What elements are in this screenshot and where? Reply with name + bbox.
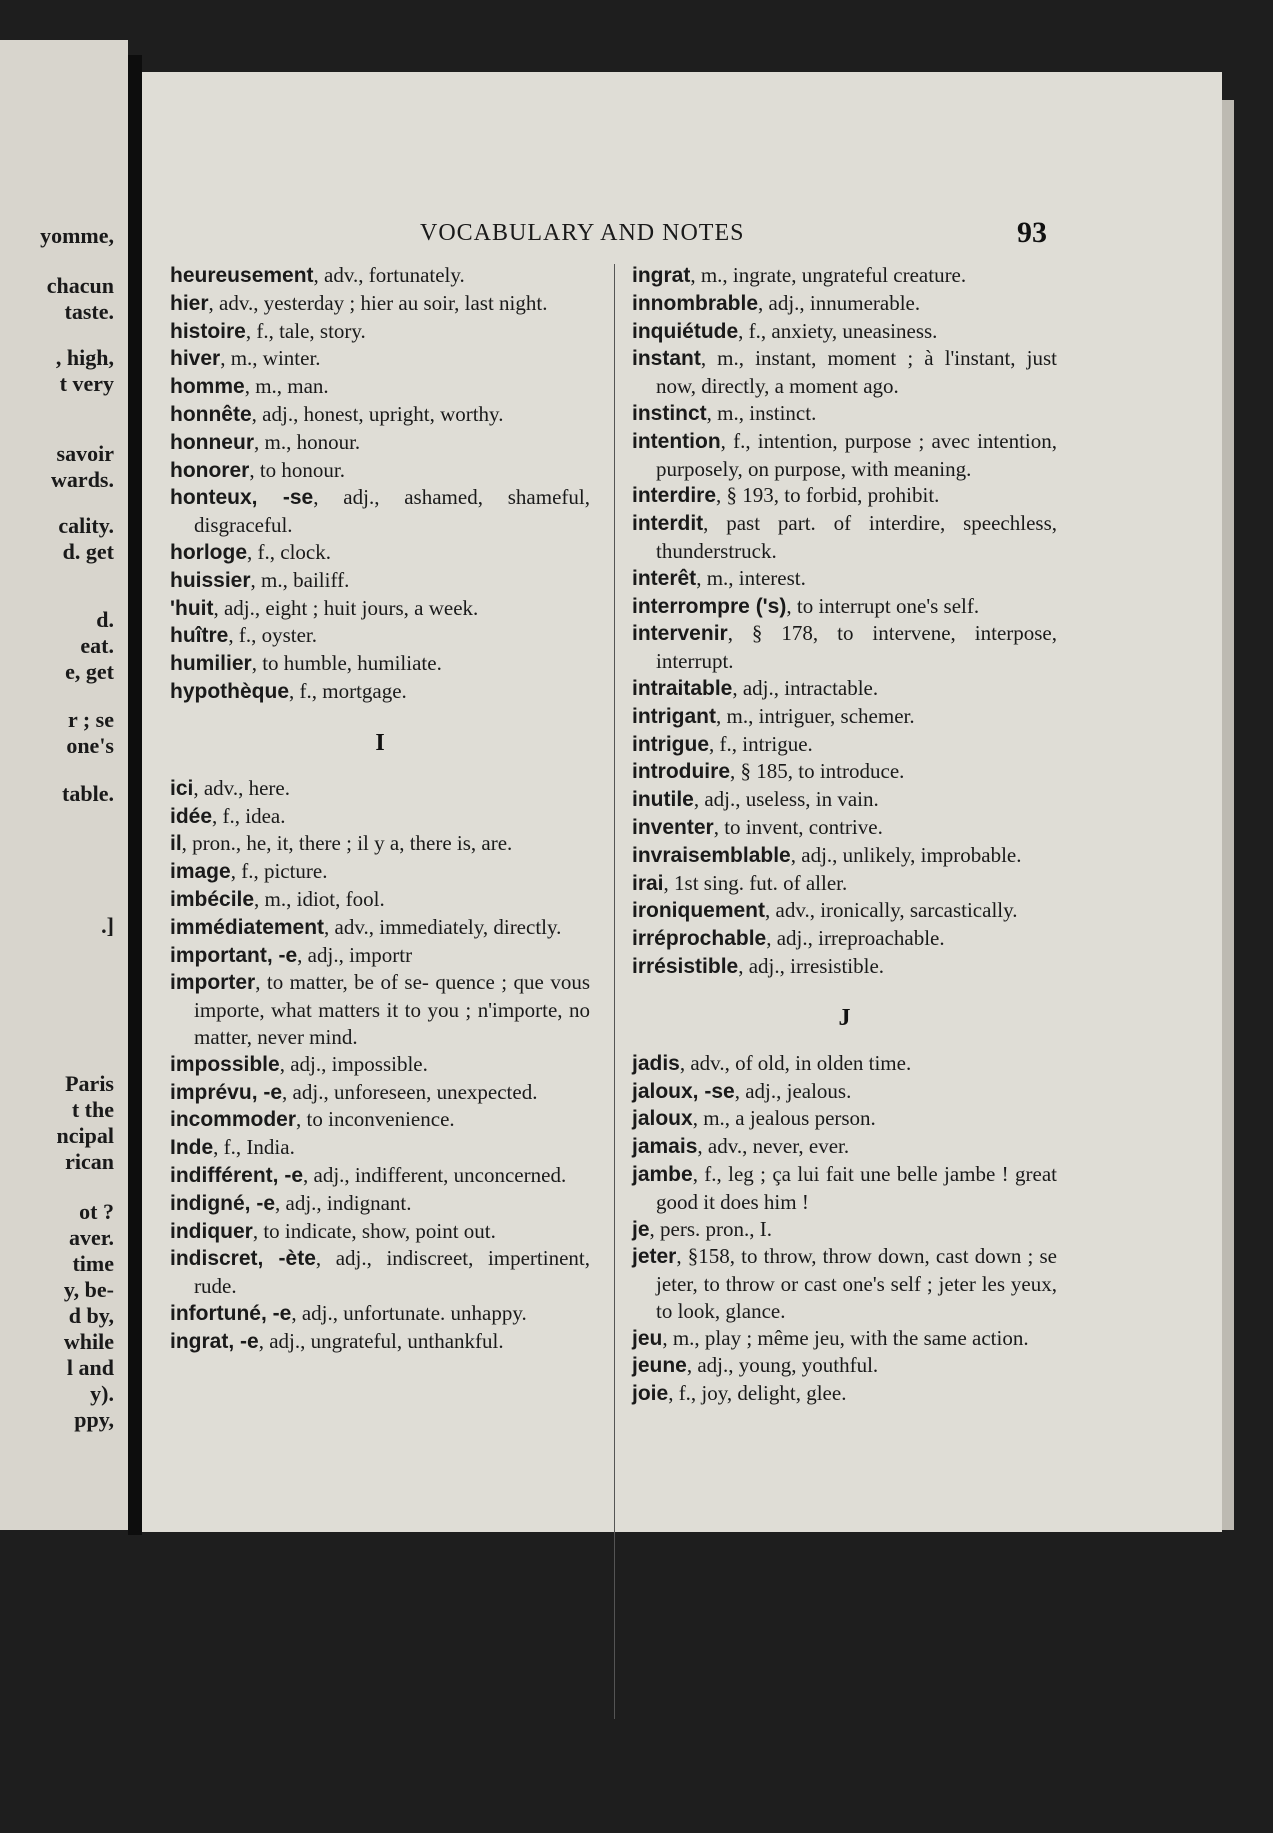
dictionary-entry [632, 758, 1057, 786]
definition: , adj., eight ; huit jours, a week. [213, 595, 479, 620]
dictionary-entry [632, 1105, 1057, 1133]
headword: intervenir [632, 622, 728, 646]
headword: homme [170, 375, 245, 399]
dictionary-entry [170, 1300, 590, 1328]
definition: , f., leg ; ça lui fait une belle jambe ! great good it does him ! [656, 1161, 1057, 1214]
definition: , adv., here. [193, 775, 290, 800]
right-column [632, 262, 1057, 1408]
headword: ingrat, -e [170, 1329, 259, 1353]
definition: , pers. pron., I. [649, 1216, 772, 1241]
left-page-fragment: l and [66, 1355, 114, 1380]
page-edge [1222, 100, 1234, 1530]
dictionary-entry [632, 1243, 1057, 1324]
left-page-fragment: ot ? [79, 1199, 114, 1224]
headword: 'huit [170, 596, 214, 620]
left-page-fragment: t the [71, 1097, 114, 1122]
dictionary-entry [170, 373, 590, 401]
headword: je [632, 1217, 650, 1241]
definition: , adj., indiscreet, impertinent, rude. [194, 1246, 591, 1299]
dictionary-entry [170, 401, 590, 429]
left-page-fragment: yomme, [40, 223, 114, 248]
dictionary-entry [170, 775, 590, 803]
definition: , m., a jealous person. [692, 1106, 876, 1131]
headword: image [170, 860, 231, 884]
definition: , adv., fortunately. [313, 263, 465, 287]
left-page-fragment: rican [65, 1149, 114, 1174]
h-entries [170, 262, 590, 706]
definition: , to honour. [249, 457, 346, 482]
dictionary-entry [170, 318, 590, 346]
left-page-fragment: taste. [64, 299, 114, 324]
headword: hiver [170, 347, 221, 371]
headword: irréprochable [632, 927, 767, 951]
definition: , adj., unforeseen, unexpected. [282, 1079, 538, 1104]
page-number: 93 [1017, 216, 1047, 249]
headword: heureusement [170, 264, 314, 287]
headword: Inde [170, 1136, 214, 1160]
dictionary-entry [632, 510, 1057, 565]
definition: , adj., importr [297, 942, 413, 967]
dictionary-entry [632, 1380, 1057, 1408]
dictionary-entry [170, 622, 590, 650]
headword: interêt [632, 566, 697, 590]
definition: , f., intrigue. [709, 731, 813, 756]
headword: intrigant [632, 704, 716, 728]
definition: , 1st sing. fut. of aller. [663, 870, 848, 895]
headword: honteux, -se [170, 486, 314, 510]
definition: , to indicate, show, point out. [252, 1218, 496, 1243]
dictionary-entry [170, 914, 590, 942]
headword: instinct [632, 401, 707, 425]
headword: irrésistible [632, 954, 739, 978]
dictionary-entry [632, 925, 1057, 953]
definition: , adv., of old, in olden time. [679, 1050, 912, 1075]
definition: , to invent, contrive. [713, 814, 883, 839]
definition: , m., winter. [220, 346, 321, 371]
dictionary-entry [170, 803, 590, 831]
definition: , § 185, to introduce. [730, 759, 905, 784]
left-page-fragment: eat. [80, 633, 114, 658]
definition: , m., interest. [696, 565, 806, 590]
left-page-fragment: t very [59, 371, 114, 396]
headword: intrigue [632, 732, 709, 756]
left-page-margin [0, 40, 128, 1530]
dictionary-entry [632, 345, 1057, 400]
dictionary-entry [170, 595, 590, 623]
left-page-fragment: time [72, 1251, 114, 1276]
headword: ingrat [632, 264, 691, 287]
headword: il [170, 832, 182, 856]
dictionary-entry [632, 262, 1057, 290]
dictionary-entry [632, 1216, 1057, 1244]
left-page-fragment: chacun [46, 273, 114, 298]
dictionary-entry [632, 703, 1057, 731]
definition: , m., idiot, fool. [254, 886, 385, 911]
dictionary-entry [632, 565, 1057, 593]
dictionary-entry [632, 620, 1057, 675]
headword: honneur [170, 430, 254, 454]
definition: , f., joy, delight, glee. [668, 1381, 847, 1406]
dictionary-entry [632, 290, 1057, 318]
left-page-fragment: , high, [55, 345, 114, 370]
dictionary-entry [170, 1051, 590, 1079]
headword: infortuné, -e [170, 1301, 292, 1325]
left-page-fragment: table. [62, 781, 114, 806]
dictionary-entry [632, 897, 1057, 925]
headword: joie [632, 1382, 669, 1406]
headword: idée [170, 804, 213, 828]
left-page-fragment: cality. [58, 513, 114, 538]
section-letter-i: I [375, 729, 385, 756]
definition: , adj., ashamed, shameful, disgraceful. [194, 485, 590, 538]
dictionary-entry [632, 786, 1057, 814]
headword: horloge [170, 540, 247, 564]
definition: , adj., unfortunate. unhappy. [291, 1300, 527, 1325]
headword: interrompre ('s) [632, 594, 787, 618]
definition: , m., man. [244, 374, 329, 399]
definition: , §158, to throw, throw down, cast down ; se jeter, to throw or cast one's self ; jeter les yeux, to look, glance. [656, 1244, 1057, 1323]
definition: , f., India. [213, 1135, 295, 1160]
dictionary-entry [170, 650, 590, 678]
headword: irai [632, 871, 664, 895]
dictionary-entry [632, 731, 1057, 759]
headword: jaloux, -se [632, 1079, 735, 1103]
left-page-fragment: e, get [65, 659, 114, 684]
dictionary-entry [170, 858, 590, 886]
headword: ironiquement [632, 899, 766, 923]
dictionary-entry [170, 262, 590, 290]
definition: , § 178, to intervene, interpose, interrupt. [656, 621, 1057, 674]
i-entries [170, 775, 590, 1356]
definition: , m., bailiff. [250, 567, 350, 592]
dictionary-entry [170, 830, 590, 858]
dictionary-entry [632, 1133, 1057, 1161]
definition: , m., intriguer, schemer. [716, 703, 915, 728]
dictionary-entry [632, 1325, 1057, 1353]
left-page-fragment: y). [90, 1381, 114, 1406]
dictionary-entry [170, 678, 590, 706]
left-column [170, 262, 590, 1355]
dictionary-entry [632, 814, 1057, 842]
headword: indifférent, -e [170, 1163, 304, 1187]
dictionary-entry [632, 482, 1057, 510]
dictionary-entry [170, 290, 590, 318]
headword: introduire [632, 760, 730, 784]
headword: honnête [170, 402, 252, 426]
dictionary-entry [632, 842, 1057, 870]
left-page-fragment: .] [101, 913, 114, 938]
definition: , m., honour. [254, 429, 361, 454]
headword: innombrable [632, 291, 759, 315]
definition: , adj., honest, upright, worthy. [251, 401, 504, 426]
headword: indigné, -e [170, 1191, 275, 1215]
headword: jambe [632, 1162, 693, 1186]
headword: indiquer [170, 1219, 253, 1243]
left-page-fragment: one's [66, 733, 114, 758]
page-header [142, 198, 1057, 258]
dictionary-page [142, 72, 1222, 1532]
dictionary-entry [632, 1352, 1057, 1380]
definition: , m., instinct. [706, 400, 817, 425]
dictionary-entry [170, 1218, 590, 1246]
headword: ici [170, 776, 194, 800]
definition: , adj., intractable. [732, 675, 879, 700]
dictionary-entry [170, 1134, 590, 1162]
definition: , adj., young, youthful. [686, 1353, 879, 1378]
headword: jeu [632, 1326, 663, 1350]
definition: , f., anxiety, uneasiness. [738, 318, 938, 343]
headword: honorer [170, 458, 250, 482]
left-page-fragment: aver. [68, 1225, 114, 1250]
definition: , f., idea. [212, 803, 286, 828]
dictionary-entry [170, 1190, 590, 1218]
book-gutter [128, 55, 142, 1535]
dictionary-entry [632, 1161, 1057, 1216]
left-page-fragment: d. [96, 607, 114, 632]
definition: , adv., immediately, directly. [324, 914, 562, 939]
definition: , f., oyster. [228, 623, 317, 648]
dictionary-entry [170, 567, 590, 595]
headword: imbécile [170, 887, 255, 911]
headword: hypothèque [170, 679, 289, 703]
dictionary-entry [632, 428, 1057, 483]
left-page-fragment: d. get [62, 539, 114, 564]
headword: immédiatement [170, 915, 325, 939]
left-page-fragment: ppy, [74, 1407, 114, 1432]
dictionary-entry [632, 675, 1057, 703]
headword: interdit [632, 512, 704, 536]
dictionary-entry [170, 345, 590, 373]
definition: , adj., impossible. [279, 1051, 428, 1076]
headword: jeter [632, 1245, 677, 1269]
definition: , m., ingrate, ungrateful creature. [690, 263, 967, 287]
headword: hier [170, 291, 209, 315]
left-page-fragment: wards. [51, 467, 114, 492]
headword: histoire [170, 319, 246, 343]
dictionary-entry [632, 870, 1057, 898]
definition: , past part. of interdire, speechless, thunderstruck. [656, 511, 1057, 563]
dictionary-entry [632, 1078, 1057, 1106]
definition: , adv., ironically, sarcastically. [765, 898, 1018, 923]
left-page-fragment: while [63, 1329, 114, 1354]
dictionary-entry [632, 1050, 1057, 1078]
headword: jadis [632, 1051, 680, 1075]
section-letter-j: J [838, 1004, 851, 1031]
dictionary-entry [170, 484, 590, 539]
definition: , adj., indignant. [275, 1190, 412, 1215]
definition: , f., clock. [247, 539, 331, 564]
i-entries-continued [632, 262, 1057, 981]
headword: inventer [632, 815, 714, 839]
headword: instant [632, 347, 701, 371]
headword: jaloux [632, 1107, 693, 1131]
dictionary-entry [170, 969, 590, 1050]
headword: important, -e [170, 943, 298, 967]
headword: imprévu, -e [170, 1080, 283, 1104]
headword: importer [170, 971, 256, 995]
headword: inutile [632, 788, 694, 812]
left-page-fragment: r ; se [67, 707, 114, 732]
definition: , m., play ; même jeu, with the same action. [662, 1325, 1029, 1350]
definition: , § 193, to forbid, prohibit. [716, 483, 940, 508]
definition: , to humble, humiliate. [251, 651, 442, 676]
definition: , to interrupt one's self. [786, 593, 980, 618]
definition: , to matter, be of se- quence ; que vous importe, what matters it to you ; n'importe, no matter, never mind. [194, 970, 590, 1049]
dictionary-entry [632, 400, 1057, 428]
headword: huître [170, 624, 229, 648]
dictionary-entry [170, 539, 590, 567]
headword: invraisemblable [632, 843, 791, 867]
headword: intention [632, 429, 721, 453]
definition: , m., instant, moment ; à l'instant, just now, directly, a moment ago. [656, 346, 1057, 399]
dictionary-entry [170, 1162, 590, 1190]
running-head: VOCABULARY AND NOTES [420, 220, 745, 246]
definition: , f., tale, story. [245, 318, 366, 343]
dictionary-entry [170, 429, 590, 457]
headword: huissier [170, 568, 251, 592]
dictionary-entry [170, 886, 590, 914]
definition: , pron., he, it, there ; il y a, there is, are. [181, 831, 513, 856]
dictionary-entry [632, 953, 1057, 981]
left-page-fragment: savoir [56, 441, 114, 466]
dictionary-entry [170, 1079, 590, 1107]
definition: , adj., irresistible. [738, 953, 885, 978]
dictionary-entry [632, 593, 1057, 621]
left-page-fragment: Paris [65, 1071, 114, 1096]
definition: , adj., useless, in vain. [693, 787, 879, 812]
headword: inquiétude [632, 319, 739, 343]
left-page-fragment: ncipal [56, 1123, 114, 1148]
left-page-fragment: y, be- [63, 1277, 114, 1302]
definition: , adj., indifferent, unconcerned. [303, 1162, 567, 1187]
definition: , to inconvenience. [296, 1107, 455, 1132]
left-page-fragment: d by, [68, 1303, 114, 1328]
definition: , f., picture. [230, 859, 328, 884]
headword: jamais [632, 1135, 698, 1159]
definition: , adj., ungrateful, unthankful. [258, 1328, 504, 1353]
headword: jeune [632, 1354, 687, 1378]
definition: , adv., never, ever. [697, 1134, 850, 1159]
column-divider [614, 264, 615, 1719]
headword: interdire [632, 484, 717, 508]
dictionary-entry [170, 457, 590, 485]
j-entries [632, 1050, 1057, 1408]
definition: , adj., unlikely, improbable. [790, 842, 1022, 867]
definition: , f., intention, purpose ; avec intention, purposely, on purpose, with meaning. [656, 428, 1057, 481]
definition: , adj., irreproachable. [766, 926, 945, 951]
headword: indiscret, -ète [170, 1247, 316, 1271]
dictionary-entry [632, 318, 1057, 346]
headword: humilier [170, 652, 252, 676]
definition: , adv., yesterday ; hier au soir, last night. [208, 290, 548, 315]
dictionary-entry [170, 1106, 590, 1134]
dictionary-entry [170, 1245, 590, 1300]
headword: intraitable [632, 676, 733, 700]
definition: , f., mortgage. [289, 678, 407, 703]
dictionary-entry [170, 942, 590, 970]
definition: , adj., innumerable. [758, 290, 921, 315]
headword: incommoder [170, 1108, 297, 1132]
definition: , adj., jealous. [734, 1078, 852, 1103]
headword: impossible [170, 1052, 280, 1076]
dictionary-entry [170, 1328, 590, 1356]
